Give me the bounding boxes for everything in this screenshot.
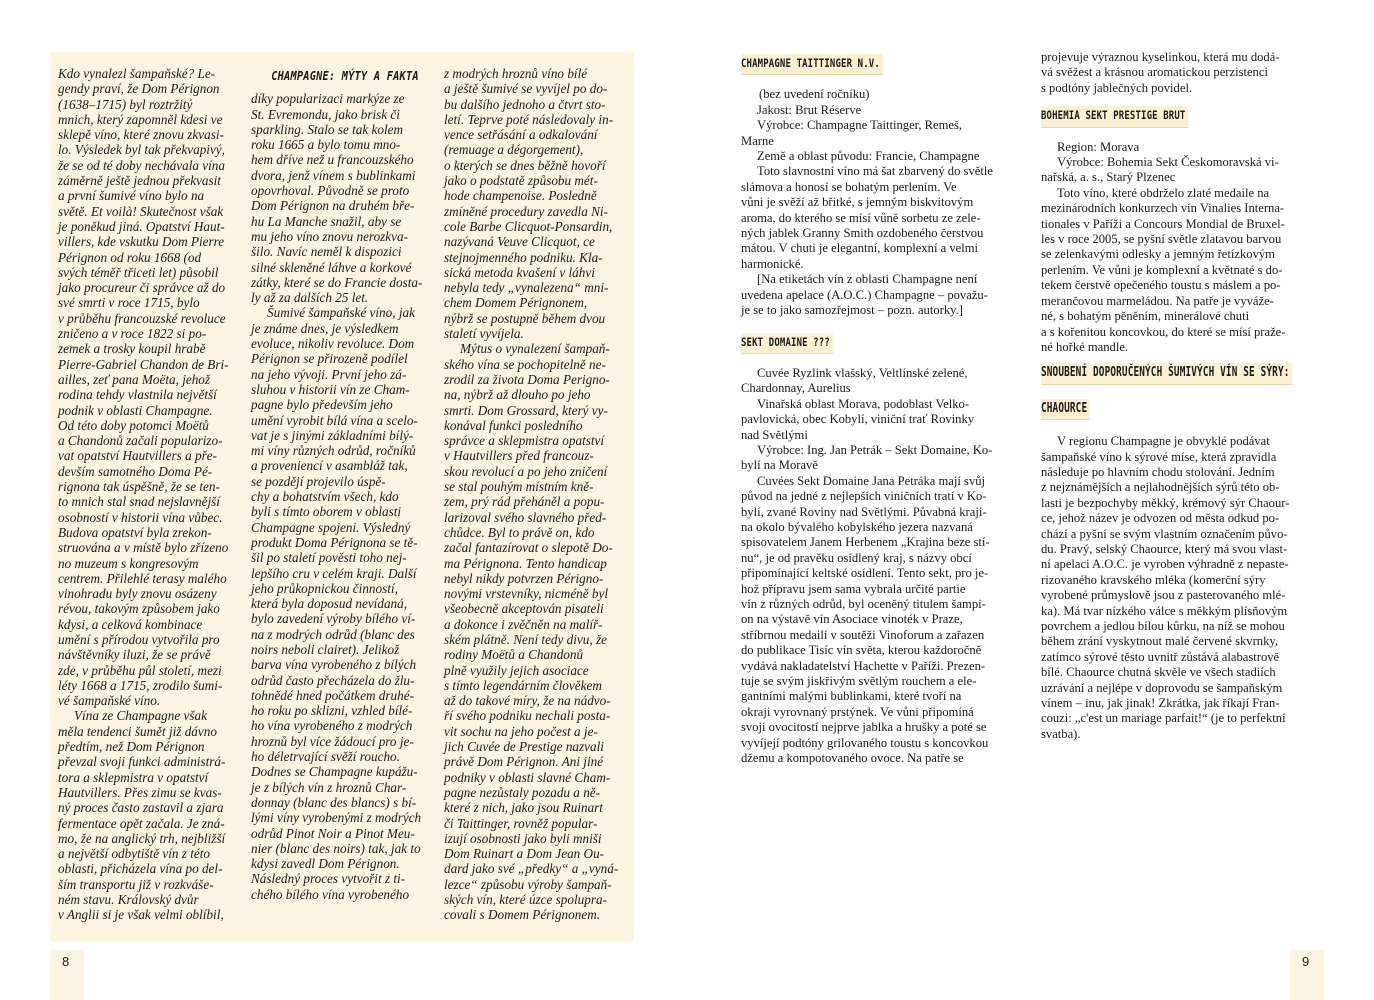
paragraph: [Na etiketách vín z oblasti Champagne není uvedena apelace (A.O.C.) Champagne – považu- je se to jako samozřejmost – pozn. autorky.]: [741, 272, 988, 318]
paragraph: Toto slavnostní víno má šat zbarvený do světle slámova a honosí se bohatým perlením. Ve vůni je svěží až břitké, s jemným biskvitovým aroma, do kterého se mísí vůně sorbetu ze zele- ných jablek Granny Smith ozdobeného čerstvou mátou. V chuti je elegantní, komplexní a velmi harmonické.: [741, 164, 993, 271]
paragraph: Výrobce: Ing. Jan Petrák – Sekt Domaine, Ko- bylí na Moravě: [741, 442, 993, 473]
paragraph: projevuje výraznou kyselinkou, která mu dodá- vá svěžest a krásnou aromatickou perzistenci s podtóny jablečných povidel.: [1041, 50, 1280, 95]
paragraph: Země a oblast původu: Francie, Champagne: [757, 149, 980, 164]
section-heading: BOHEMIA SEKT PRESTIGE BRUT: [1041, 106, 1189, 127]
paragraph: Mýtus o vynalezení šampaň- ského vína se pochopitelně ne- zrodil za života Doma Perigno- na, nýbrž až dlouho po jeho smrti. Dom Grossard, který vy- konával funkci posledního správce a sklepmistra opatství v Hautvillers před francouz- skou revolucí a po jeho zničení se stal pouhým místním kně- zem, prý rád přeháněl a popu- larizoval svého slavného před- chůdce. Byl to právě on, kdo začal fantazírovat o slepotě Do- ma Pérignona. Tento handicap nebyl nikdy potvrzen Périgno- novými vrstevníky, nicméně byl všeobecně akceptován pisateli a dokonce i zvěčněn na malíř- ském plátně. Není tedy divu, že rodiny Moëtů a Chandonů plně využily jejich asociace s tímto legendárním člověkem až do takové míry, že na nádvo- ří svého podniku nechali posta- vit sochu na jeho počest a je- jich Cuvée de Prestige nazvali právě Dom Pérignon. Ani jiné podniky v oblasti slavné Cham- pagne nezůstaly pozadu a ně- které z nich, jako jsou Ruinart či Taittinger, rovněž popular- izují osobnosti jako byli mniši Dom Ruinart a Dom Jean Ou- dard jako své „předky“ a „vyná- lezce“ způsobu výroby šampaň- ských vín, které úzce spolupra- covali s Domem Pérignonem.: [444, 341, 619, 923]
sidebar-title: CHAMPAGNE: MÝTY A FAKTA: [271, 68, 419, 83]
section-heading: CHAOURCE: [1041, 399, 1090, 420]
paragraph: Region: Morava: [1057, 139, 1140, 154]
page-number-left: 8: [62, 954, 70, 969]
paragraph: (bez uvedení ročníku): [759, 87, 870, 102]
section-heading: SNOUBENÍ DOPORUČENÝCH ŠUMIVÝCH VÍN SE SÝRY:: [1041, 363, 1292, 384]
paragraph: Cuvées Sekt Domaine Jana Petráka mají svůj původ na jedné z nejlepších viničních tratí v Ko- bylí, zvané Roviny nad Světlými. Půvabná kraji- na okolo bývalého kobylského jezera nazvaná spisovatelem Janem Herbenem „Krajina beze stí- nu“, je od pravěku osídlený kraj, s názvy obcí připomínající keltské osídlení. Tento sekt, pro je- hož přípravu jsem sama vybrala určité partie vín z různých odrůd, byl oceněný titulem šampi- on na výstavě vín Asociace vinoték v Praze, stříbrnou medailí v soutěži Vinoforum a zařazen do publikace Tisíc vín světa, kterou každoročně vydává nakladatelství Hachette v Paříži. Prezen- tuje se svým jiskřivým světlým rouchem a ele- gantními malými bublinkami, které tvoří na okraji vyrovnaný prstýnek. Ve vůni připomíná svoji ovocitostí nejprve jablka a hrušky a poté se vyvíjejí podtóny grilovaného toustu s koncovkou džemu a kompotovaného ovoce. Na patře se: [741, 473, 990, 766]
section-heading: CHAMPAGNE TAITTINGER N.V.: [741, 54, 883, 75]
right-column-1: [741, 50, 1031, 766]
paragraph: Toto víno, které obdrželo zlaté medaile na mezinárodních konkurzech vín Vinalies Interna- tionales v Paříži a Concours Mondial de Bruxel- les v roce 2005, se pyšní světle zlatavou barvou se zelenkavými odlesky a jemným řetízkovým perlením. Ve vůni je komplexní a květnaté s do- tekem čerstvě opečeného toustu s máslem a po- merančovou marmeládou. Na patře je vyváže- né, s bohatým pěněním, minerálové chuti a s kořenitou koncovkou, do které se mísí praže- né hořké mandle.: [1041, 185, 1286, 354]
paragraph: Vinařská oblast Morava, podoblast Velko- pavlovická, obec Kobylí, viniční trať Rovinky nad Světlými: [741, 396, 975, 442]
left-column-2: [251, 64, 439, 902]
paragraph: z modrých hroznů víno bílé a ještě šumivé se vyvíjel po do- bu dalšího jednoho a čtvrt sto- letí. Teprve poté následovaly in- vence setřásání a odkalování (remuage a dégorgement), o kterých se dnes běžně hovoří jako o podstatě způsobu mét- hode champenoise. Posledně zmíněné procedury zavedla Ni- cole Barbe Clicquot-Ponsardin, nazývaná Veuve Clicquot, ce stejnojmenného podniku. Kla- sická metoda kvašení v láhvi nebyla tedy „vynalezena“ mni- chem Domem Pérignonem, nýbrž se postupně během dvou staletí vyvíjela.: [444, 66, 614, 342]
right-column-2: [1041, 50, 1331, 742]
section-heading: SEKT DOMAINE ???: [741, 333, 833, 354]
paragraph: Vína ze Champagne však měla tendenci šumět již dávno předtím, než Dom Pérignon převzal svoji funkci administrá- tora a sklepmistra v opatství Hautvillers. Přes zimu se kvas- ný proces často zastavil a zjara fermentace opět začala. Je zná- mo, že na anglický trh, nejbližší a největší odbytiště vín z této oblasti, přicházela vína po del- ším transportu již v rozkváše- ném stavu. Královský dvůr v Anglii si je však velmi oblíbil,: [58, 708, 226, 923]
paragraph: Šumivé šampaňské víno, jak je známe dnes, je výsledkem evoluce, nikoliv revoluce. Dom Pérignon se přirozeně podílel na jeho vývoji. První jeho zá- sluhou v historii vín ze Cham- pagne bylo především jeho umění vyrobit bílá vína a scelo- vat je s jinými základními bílý- mi víny různých odrůd, ročníků a proveniencí v asambláž tak, se pozdějí projevilo úspě- chy a bohatstvím všech, kdo byli s tímto oborem v oblasti Champagne spojeni. Výsledný produkt Doma Pérignona se tě- šil po staletí pověsti toho nej- lepšího cru v celém kraji. Další jeho průkopnickou činností, která byla doposud nevídaná, bylo zavedení výroby bílého ví- na z modrých odrůd (blanc des noirs neboli clairet). Jelikož barva vína vyrobeného z bílých odrůd často přecházela do žlu- tohnědé hned počátkem druhé- ho roku po sklizni, vzhled bílé- ho vína vyrobeného z modrých hroznů byl více žádoucí pro je- ho déletrvající svěží roucho. Dodnes se Champagne kupážu- je z bílých vín z hroznů Char- donnay (blanc des blancs) s bí- lými víny vyrobenými z modrých odrůd Pinot Noir a Pinot Meu- nier (blanc des noirs) tak, jak to kdysi zavedl Dom Pérignon. Následný proces vytvořit z ti- chého bílého vína vyrobeného: [251, 305, 422, 902]
paragraph: Výrobce: Champagne Taittinger, Remeš, Marne: [741, 118, 963, 148]
left-column-1: [58, 66, 244, 923]
left-column-3: [444, 66, 630, 923]
paragraph: Jakost: Brut Réserve: [757, 102, 862, 117]
paragraph: díky popularizaci markýze ze St. Evremondu, jako brisk či sparkling. Stalo se tak kolem roku 1665 a bylo tomu mno- hem dříve než u francouzského dvora, jenž vínem s bublinkami opovrhoval. Původně se proto Dom Pérignon na druhém bře- hu La Manche snažil, aby se mu jeho víno znovu nerozkva- šilo. Navíc neměl k dispozici silné skleněné láhve a korkové zátky, které se do Francie dosta- ly až za dalších 25 let.: [251, 91, 423, 306]
paragraph: Výrobce: Bohemia Sekt Českomoravská vi- nařská, a. s., Starý Plzenec: [1041, 155, 1279, 185]
paragraph: Kdo vynalezl šampaňské? Le- gendy praví, že Dom Pérignon (1638–1715) byl roztržitý mnich, který zapomněl kdesi ve sklepě víno, které znovu zkvasi- lo. Výsledek byl tak překvapivý, že se od té doby nechávala vína záměrně ještě jednou překvasit a první šumivé víno bylo na světě. Et voilà! Skutečnost však je poněkud jiná. Opatství Haut- villers, kde vskutku Dom Pierre Pérignon od roku 1668 (od svých téměř třiceti let) působil jako procureur či správce až do své smrti v roce 1715, bylo v průběhu francouzské revoluce zničeno a v roce 1822 si po- zemek a trosky koupil hrabě Pierre-Gabriel Chandon de Bri- ailles, zeť pana Moëta, jehož rodina tehdy vlastnila největší podnik v oblasti Champagne. Od této doby potomci Moëtů a Chandonů začali popularizo- vat opatství Hautvillers a pře- devším samotného Doma Pé- rignona tak úspěšně, že se ten- to mnich stal snad nejslavnější osobností v historii vína vůbec. Budova opatství byla zrekon- struována a v místě bylo zřízeno no muzeum s kongresovým centrem. Přilehlé terasy malého vinohradu byly znovu osázeny révou, takovým způsobem jako kdysi, a celková kombinace umění s přírodou vytvořila pro návštěvníky iluzi, že se právě zde, v průběhu půl století, mezi léty 1668 a 1715, zrodilo šumi- vé šampaňské víno.: [58, 66, 229, 709]
paragraph: Cuvée Ryzlink vlašský, Veltlínské zelené, Chardonnay, Aurelius: [741, 365, 968, 396]
page-number-right: 9: [1302, 954, 1310, 969]
paragraph: V regionu Champagne je obvyklé podávat šampaňské víno k sýrové míse, která zpravidla následuje po hlavním chodu stolování. Jedním z nejznámějších a nejlahodnějších sýrů této ob- lasti je bezpochyby měkký, krémový sýr Chaour- ce, jehož název je odvozen od města odkud po- chází a pyšní se svým vlastním označením půvo- du. Pravý, selský Chaource, který má svou vlast- ní apelaci A.O.C. je vyroben výhradně z nepaste- rizovaného kravského mléka (komerční sýry vyrobené průmyslově jsou z pasterovaného mlé- ka). Má tvar nízkého válce s měkkým plísňovým povrchem a jedlou bílou kůrku, na níž se mohou během zrání vyskytnout malé červené skvrnky, zatímco sýrové těsto uvnitř zůstává alabastrově bílé. Chaource chutná skvěle ve všech stadiích uzrávání a nejlépe v doprovodu se šampaňským vínem – inu, jak jinak! Zkrátka, jak říkají Fran- couzi: „c'est un mariage parfait!“ (je to perfektní svatba).: [1041, 434, 1290, 741]
